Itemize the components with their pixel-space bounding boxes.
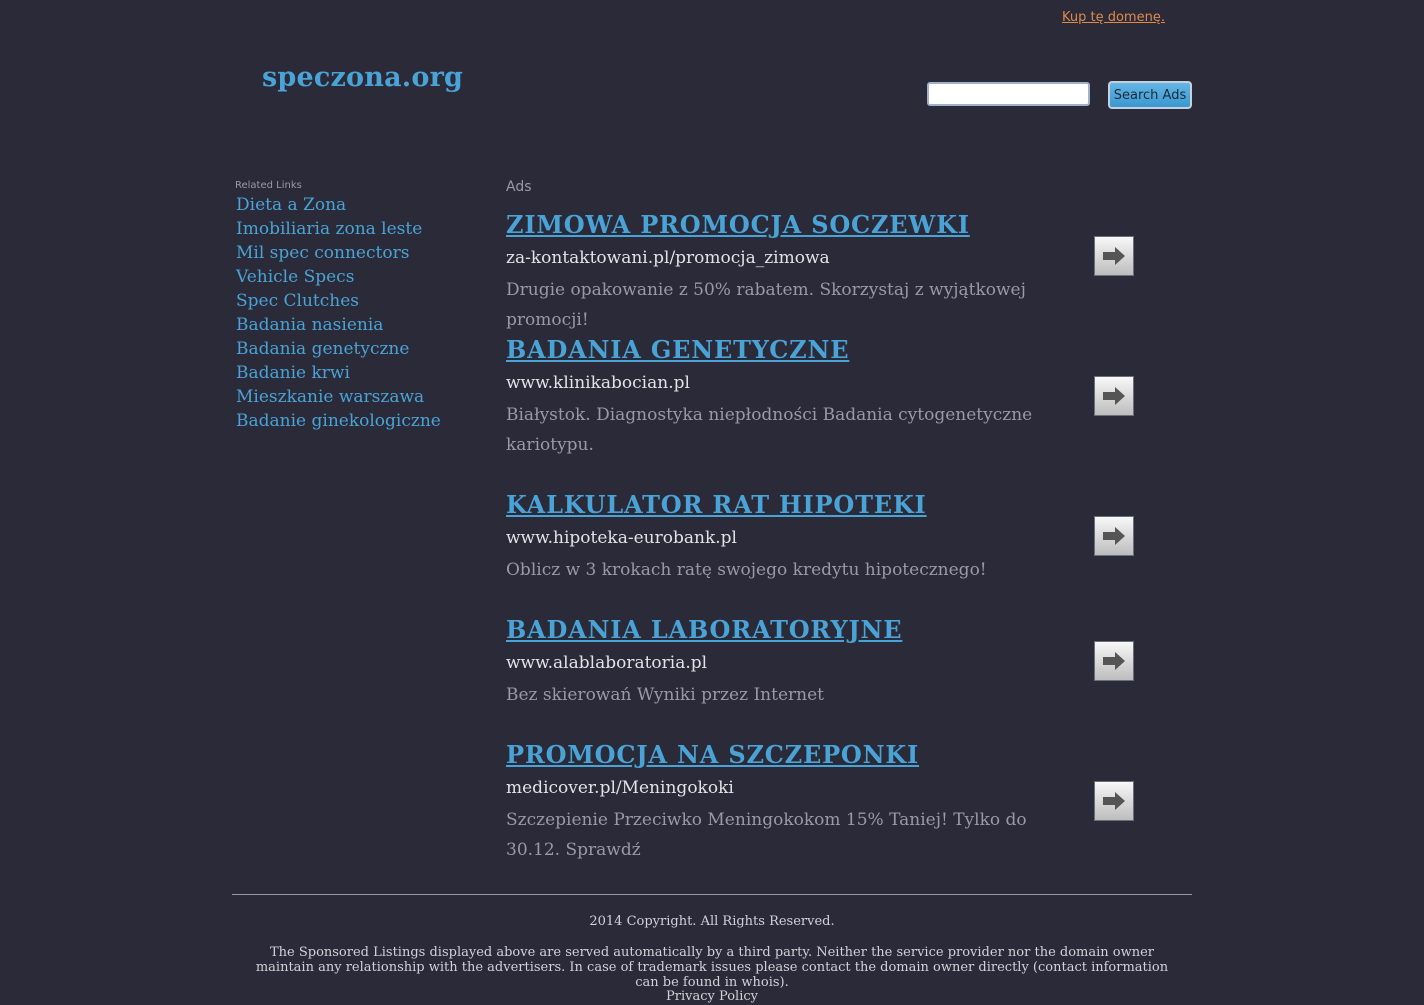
arrow-right-icon — [1095, 642, 1133, 680]
ad-url[interactable]: www.klinikabocian.pl — [506, 373, 690, 393]
ad-description: Bez skierowań Wyniki przez Internet — [506, 685, 824, 705]
copyright-text: 2014 Copyright. All Rights Reserved. — [589, 914, 835, 929]
ad-description: Szczepienie Przeciwko Meningokokom 15% Taniej! Tylko do 30.12. Sprawdź — [506, 810, 1027, 860]
search-ads-button[interactable]: Search Ads — [1108, 81, 1192, 109]
related-link[interactable]: Imobiliaria zona leste — [236, 219, 423, 239]
related-link[interactable]: Spec Clutches — [236, 291, 359, 311]
ad-url[interactable]: medicover.pl/Meningokoki — [506, 778, 734, 798]
ad-arrow-button[interactable] — [1094, 781, 1134, 821]
ad-arrow-button[interactable] — [1094, 236, 1134, 276]
search-input[interactable] — [927, 82, 1090, 106]
ad-url[interactable]: www.alablaboratoria.pl — [506, 653, 708, 673]
ad-listing — [506, 210, 1086, 335]
ad-description: Białystok. Diagnostyka niepłodności Badania cytogenetyczne kariotypu. — [506, 405, 1033, 455]
ads-heading: Ads — [506, 179, 532, 195]
arrow-right-icon — [1095, 782, 1133, 820]
related-link[interactable]: Mieszkanie warszawa — [236, 387, 425, 407]
ad-title-link[interactable]: ZIMOWA PROMOCJA SOCZEWKI — [506, 210, 970, 239]
ad-arrow-button[interactable] — [1094, 641, 1134, 681]
ad-url[interactable]: www.hipoteka-eurobank.pl — [506, 528, 737, 548]
footer-divider — [232, 894, 1192, 895]
buy-domain-link[interactable]: Kup tę domenę. — [1062, 10, 1165, 25]
related-link[interactable]: Dieta a Zona — [236, 195, 347, 215]
ad-title-link[interactable]: PROMOCJA NA SZCZEPONKI — [506, 740, 920, 769]
related-link[interactable]: Badanie ginekologiczne — [236, 411, 441, 431]
ad-arrow-button[interactable] — [1094, 516, 1134, 556]
related-link[interactable]: Badania nasienia — [236, 315, 384, 335]
ad-listing — [506, 335, 1086, 460]
privacy-policy-link[interactable]: Privacy Policy — [666, 989, 758, 1004]
related-links-list — [236, 193, 441, 433]
related-link[interactable]: Vehicle Specs — [236, 267, 355, 287]
ad-arrow-button[interactable] — [1094, 376, 1134, 416]
ad-url[interactable]: za-kontaktowani.pl/promocja_zimowa — [506, 248, 830, 268]
site-title[interactable]: speczona.org — [262, 62, 464, 93]
related-link[interactable]: Mil spec connectors — [236, 243, 410, 263]
ad-listing — [506, 490, 1086, 585]
disclaimer-text: The Sponsored Listings displayed above are served automatically by a third party. Neither the service provider nor the domain owner maintain any relationship with the advertisers. In case of trademark issues please contact the domain owner directly (contact information can be found in whois). — [255, 945, 1169, 990]
ad-title-link[interactable]: BADANIA GENETYCZNE — [506, 335, 850, 364]
arrow-right-icon — [1095, 517, 1133, 555]
ad-title-link[interactable]: BADANIA LABORATORYJNE — [506, 615, 903, 644]
arrow-right-icon — [1095, 237, 1133, 275]
ad-listing — [506, 615, 1086, 710]
ad-description: Oblicz w 3 krokach ratę swojego kredytu hipotecznego! — [506, 560, 987, 580]
ad-listing — [506, 740, 1086, 865]
arrow-right-icon — [1095, 377, 1133, 415]
related-links-heading: Related Links — [235, 180, 302, 191]
ad-title-link[interactable]: KALKULATOR RAT HIPOTEKI — [506, 490, 927, 519]
related-link[interactable]: Badania genetyczne — [236, 339, 410, 359]
related-link[interactable]: Badanie krwi — [236, 363, 350, 383]
ad-description: Drugie opakowanie z 50% rabatem. Skorzystaj z wyjątkowej promocji! — [506, 280, 1026, 330]
